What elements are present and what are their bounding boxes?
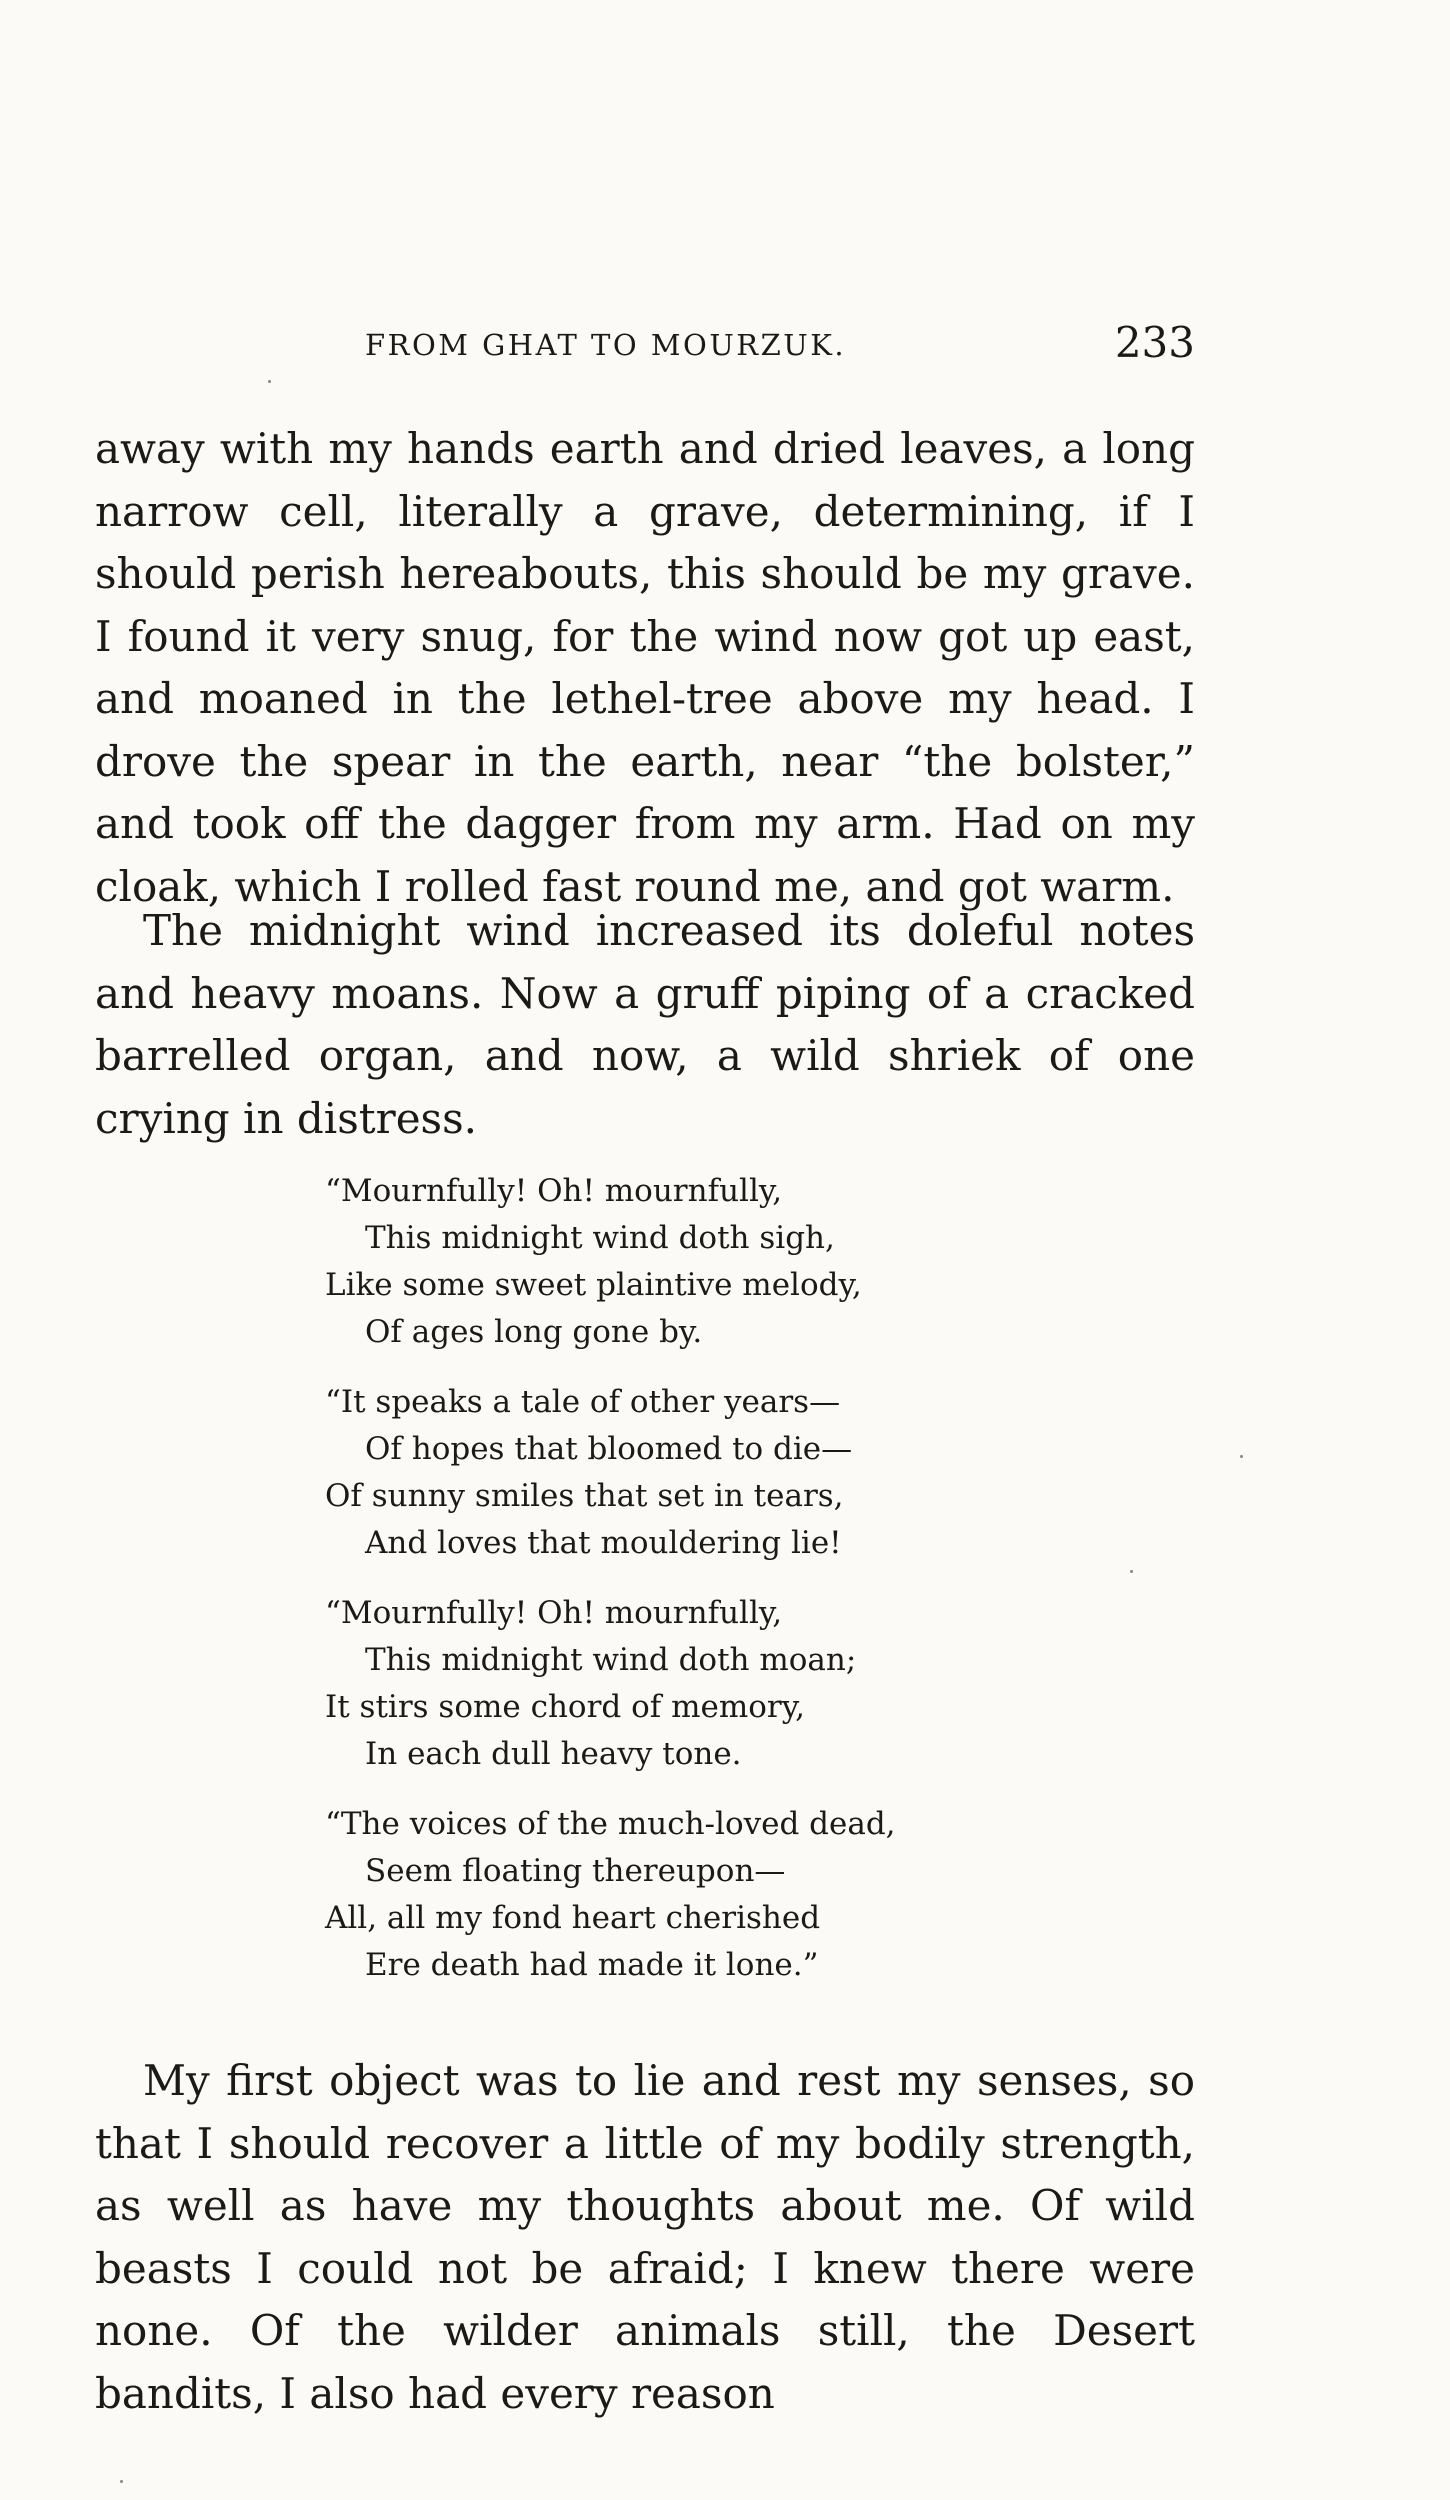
poem-stanza	[325, 1801, 945, 1989]
poem-line: This midnight wind doth moan;	[365, 1642, 857, 1678]
poem-line: “The voices of the much-loved dead,	[325, 1806, 896, 1842]
poem-line: “It speaks a tale of other years—	[325, 1384, 841, 1420]
poem-line: Of ages long gone by.	[365, 1314, 703, 1350]
paper-speck	[120, 2480, 123, 2483]
poem-line: “Mournfully! Oh! mournfully,	[325, 1173, 783, 1209]
poem-line: And loves that mouldering lie!	[365, 1525, 842, 1561]
paragraph-first-object	[95, 2050, 1195, 2425]
paragraph-midnight-wind	[95, 900, 1195, 1150]
poem-line: It stirs some chord of memory,	[325, 1689, 805, 1725]
running-title: FROM GHAT TO MOURZUK.	[365, 328, 847, 362]
poem-line: Of sunny smiles that set in tears,	[325, 1478, 844, 1514]
poem-stanza	[325, 1168, 945, 1356]
paragraph-text: The midnight wind increased its doleful notes and heavy moans. Now a gruff piping of a cracked barrelled organ, and now, a wild shriek of one crying in distress.	[95, 906, 1195, 1143]
poem-line: In each dull heavy tone.	[365, 1736, 742, 1772]
paper-speck	[1130, 1570, 1133, 1573]
paragraph-text: My first object was to lie and rest my senses, so that I should recover a little of my bodily strength, as well as have my thoughts about me. Of wild beasts I could not be afraid; I knew there were none. Of the wilder animals still, the Desert bandits, I also had every reason	[95, 2056, 1195, 2418]
paragraph-text: away with my hands earth and dried leaves, a long narrow cell, literally a grave, determining, if I should perish hereabouts, this should be my grave. I found it very snug, for the wind now got up east, and moaned in the lethel-tree above my head. I drove the spear in the earth, near “the bolster,” and took off the dagger from my arm. Had on my cloak, which I rolled fast round me, and got warm.	[95, 424, 1195, 911]
poem-line: Seem floating thereupon—	[365, 1853, 786, 1889]
poem-line: This midnight wind doth sigh,	[365, 1220, 835, 1256]
running-header	[95, 318, 1195, 368]
paper-speck	[268, 380, 271, 383]
poem-line: All, all my fond heart cherished	[325, 1900, 821, 1936]
poem-line: Like some sweet plaintive melody,	[325, 1267, 862, 1303]
poem-line: Of hopes that bloomed to die—	[365, 1431, 853, 1467]
paragraph-continuation	[95, 418, 1195, 918]
poem-stanza	[325, 1590, 945, 1778]
poem-line: “Mournfully! Oh! mournfully,	[325, 1595, 783, 1631]
poem	[325, 1168, 945, 2012]
poem-stanza	[325, 1379, 945, 1567]
page-number: 233	[1114, 318, 1195, 367]
poem-line: Ere death had made it lone.”	[365, 1947, 819, 1983]
paper-speck	[1240, 1455, 1243, 1458]
